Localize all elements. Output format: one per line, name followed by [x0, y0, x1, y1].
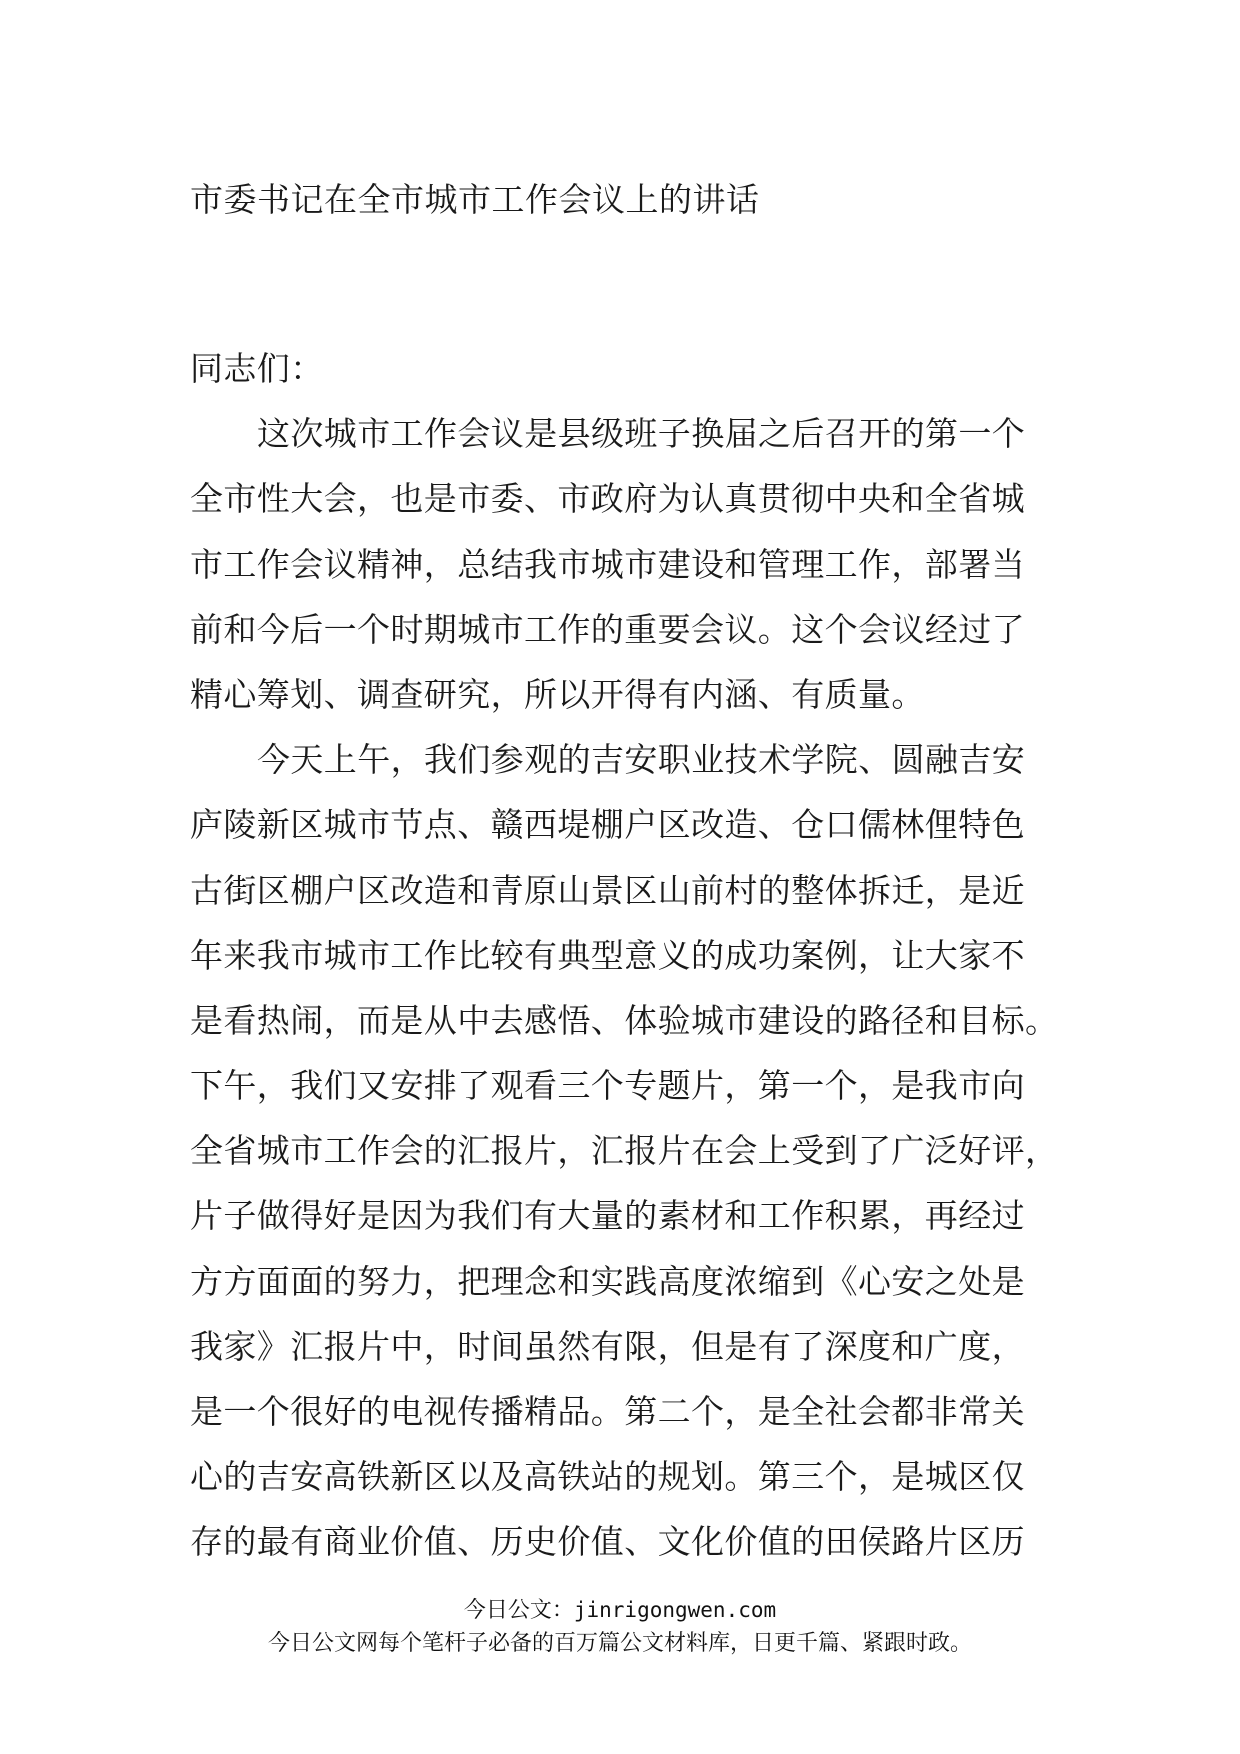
- text-line: 精心筹划、调查研究，所以开得有内涵、有质量。: [190, 674, 925, 714]
- footer-slogan: 今日公文网每个笔杆子必备的百万篇公文材料库，日更千篇、紧跟时政。: [267, 1631, 972, 1656]
- text-line: 庐陵新区城市节点、赣西堤棚户区改造、仓口儒林俚特色: [190, 805, 1025, 845]
- text-line: 市工作会议精神，总结我市城市建设和管理工作，部署当: [190, 544, 1025, 584]
- text-line: 下午，我们又安排了观看三个专题片，第一个，是我市向: [190, 1066, 1025, 1106]
- text-line: 古街区棚户区改造和青原山景区山前村的整体拆迁，是近: [190, 870, 1025, 910]
- footer-site-url[interactable]: jinrigongwen.com: [573, 1598, 777, 1622]
- text-line: 全省城市工作会的汇报片，汇报片在会上受到了广泛好评，: [190, 1131, 1059, 1171]
- document-body: [190, 336, 1090, 1575]
- document-title: 市委书记在全市城市工作会议上的讲话: [190, 180, 760, 219]
- text-line: 片子做得好是因为我们有大量的素材和工作积累，再经过: [190, 1196, 1025, 1236]
- text-line: 今天上午，我们参观的吉安职业技术学院、圆融吉安: [257, 740, 1026, 780]
- text-line: 前和今后一个时期城市工作的重要会议。这个会议经过了: [190, 609, 1025, 649]
- text-line: 是看热闹，而是从中去感悟、体验城市建设的路径和目标。: [190, 1000, 1059, 1040]
- text-line: 存的最有商业价值、历史价值、文化价值的田侯路片区历: [190, 1522, 1025, 1562]
- footer-site-label: 今日公文：: [463, 1598, 574, 1623]
- text-line: 我家》汇报片中，时间虽然有限，但是有了深度和广度，: [190, 1326, 1025, 1366]
- text-line: 这次城市工作会议是县级班子换届之后召开的第一个: [257, 414, 1026, 454]
- footer-site: [0, 1595, 1240, 1626]
- text-line: 全市性大会，也是市委、市政府为认真贯彻中央和全省城: [190, 479, 1025, 519]
- text-line: 是一个很好的电视传播精品。第二个，是全社会都非常关: [190, 1392, 1025, 1431]
- text-line: 年来我市城市工作比较有典型意义的成功案例，让大家不: [190, 935, 1025, 975]
- text-line: 方方面面的努力，把理念和实践高度浓缩到《心安之处是: [190, 1261, 1025, 1301]
- text-line: 心的吉安高铁新区以及高铁站的规划。第三个，是城区仅: [190, 1457, 1025, 1497]
- text-line: 同志们：: [190, 349, 324, 388]
